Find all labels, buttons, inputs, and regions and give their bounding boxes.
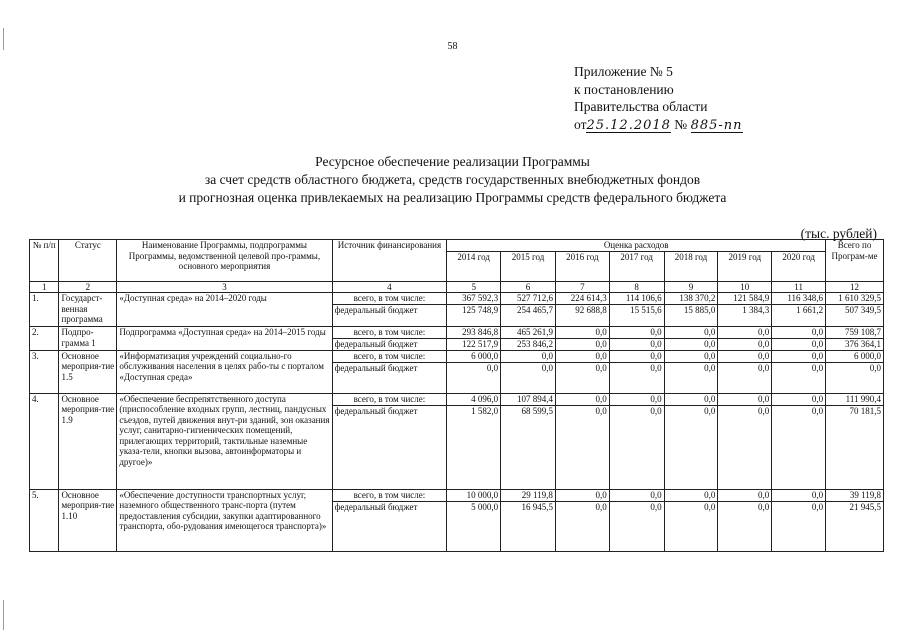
row-value: 92 688,8 <box>555 305 609 327</box>
title-line: и прогнозная оценка привлекаемых на реализацию Программы средств федерального бюджета <box>178 190 727 205</box>
column-index: 9 <box>664 281 718 293</box>
row-name: Подпрограмма «Доступная среда» на 2014–2015 годы <box>117 327 332 351</box>
row-source: федеральный бюджет <box>332 305 447 327</box>
appendix-line: к постановлению <box>574 81 674 97</box>
row-status: Государст-венная программа <box>59 293 117 327</box>
row-total: 376 364,1 <box>826 339 884 351</box>
row-value: 465 261,9 <box>501 327 556 339</box>
document-title <box>0 153 905 207</box>
row-total: 21 945,5 <box>826 501 884 551</box>
row-value: 68 599,5 <box>501 405 556 489</box>
row-value: 0,0 <box>664 327 718 339</box>
column-index: 2 <box>59 281 117 293</box>
row-value: 0,0 <box>664 362 718 393</box>
row-value: 4 096,0 <box>447 393 501 405</box>
table-row <box>30 489 884 501</box>
row-value: 0,0 <box>664 393 718 405</box>
row-value: 0,0 <box>772 339 826 351</box>
row-value: 121 584,9 <box>718 293 772 305</box>
header-year: 2017 год <box>609 251 664 281</box>
row-value: 0,0 <box>555 339 609 351</box>
row-value: 6 000,0 <box>447 350 501 362</box>
row-status: Основное мероприя-тие 1.9 <box>59 393 117 489</box>
row-name: «Доступная среда» на 2014–2020 годы <box>117 293 332 327</box>
row-value: 0,0 <box>664 339 718 351</box>
header-costs: Оценка расходов <box>447 240 826 252</box>
row-value: 0,0 <box>447 362 501 393</box>
row-value: 114 106,6 <box>609 293 664 305</box>
handwritten-date: 25.12.2018 <box>586 117 671 133</box>
scan-edge-mark <box>3 600 4 630</box>
column-index: 5 <box>447 281 501 293</box>
row-num: 2. <box>30 327 59 351</box>
row-value: 0,0 <box>664 405 718 489</box>
row-value: 0,0 <box>664 350 718 362</box>
row-value: 116 348,6 <box>772 293 826 305</box>
row-value: 0,0 <box>555 350 609 362</box>
column-index: 7 <box>555 281 609 293</box>
row-status: Подпро-грамма 1 <box>59 327 117 351</box>
row-value: 527 712,6 <box>501 293 556 305</box>
column-index: 8 <box>609 281 664 293</box>
row-value: 0,0 <box>718 405 772 489</box>
header-source: Источник финансирования <box>332 240 447 282</box>
row-value: 16 945,5 <box>501 501 556 551</box>
row-value: 367 592,3 <box>447 293 501 305</box>
column-index: 11 <box>772 281 826 293</box>
row-value: 254 465,7 <box>501 305 556 327</box>
row-total: 507 349,5 <box>826 305 884 327</box>
column-index: 1 <box>30 281 59 293</box>
row-value: 0,0 <box>718 350 772 362</box>
row-num: 1. <box>30 293 59 327</box>
header-year: 2018 год <box>664 251 718 281</box>
row-value: 0,0 <box>718 327 772 339</box>
row-status: Основное мероприя-тие 1.10 <box>59 489 117 551</box>
row-total: 111 990,4 <box>826 393 884 405</box>
row-source: всего, в том числе: <box>332 293 447 305</box>
row-value: 0,0 <box>664 501 718 551</box>
row-name: «Обеспечение беспрепятственного доступа (приспособление входных групп, лестниц, пандусных съездов, путей движения внут-ри зданий, зон оказания услуг, санитарно-гигиенических помещений, прилегающих территорий, тактильные наземные указа-тели, кнопки вызова, автоинформаторы и другое)» <box>117 393 332 489</box>
row-value: 293 846,8 <box>447 327 501 339</box>
row-total: 70 181,5 <box>826 405 884 489</box>
row-total: 39 119,8 <box>826 489 884 501</box>
row-value: 0,0 <box>718 489 772 501</box>
row-value: 0,0 <box>609 362 664 393</box>
row-value: 0,0 <box>555 501 609 551</box>
row-value: 15 515,6 <box>609 305 664 327</box>
handwritten-number: 885-пп <box>690 117 743 133</box>
table-body <box>30 293 884 552</box>
row-value: 0,0 <box>772 501 826 551</box>
header-year: 2014 год <box>447 251 501 281</box>
column-index: 10 <box>718 281 772 293</box>
header-year: 2016 год <box>555 251 609 281</box>
row-value: 0,0 <box>555 327 609 339</box>
resource-table <box>29 239 884 552</box>
row-source: всего, в том числе: <box>332 489 447 501</box>
row-source: федеральный бюджет <box>332 501 447 551</box>
row-value: 0,0 <box>555 405 609 489</box>
row-value: 0,0 <box>555 393 609 405</box>
row-value: 1 661,2 <box>772 305 826 327</box>
appendix-line: Правительства области <box>574 99 708 114</box>
appendix-date-line <box>574 116 743 134</box>
row-value: 0,0 <box>718 339 772 351</box>
row-total: 0,0 <box>826 362 884 393</box>
row-source: федеральный бюджет <box>332 339 447 351</box>
column-index: 3 <box>117 281 332 293</box>
number-prefix: № <box>674 116 688 132</box>
table-header-row <box>30 240 884 252</box>
row-value: 0,0 <box>609 501 664 551</box>
row-source: всего, в том числе: <box>332 393 447 405</box>
header-total: Всего по Програм-ме <box>826 240 884 282</box>
row-value: 0,0 <box>609 393 664 405</box>
row-value: 0,0 <box>718 501 772 551</box>
row-value: 253 846,2 <box>501 339 556 351</box>
row-value: 0,0 <box>772 362 826 393</box>
appendix-title: Приложение № 5 <box>574 64 673 79</box>
row-value: 0,0 <box>772 350 826 362</box>
page-number: 58 <box>447 41 458 52</box>
column-index: 4 <box>332 281 447 293</box>
table-row <box>30 327 884 339</box>
column-index: 12 <box>826 281 884 293</box>
row-value: 125 748,9 <box>447 305 501 327</box>
row-value: 0,0 <box>718 393 772 405</box>
row-value: 15 885,0 <box>664 305 718 327</box>
header-year: 2019 год <box>718 251 772 281</box>
table-row <box>30 293 884 305</box>
row-value: 138 370,2 <box>664 293 718 305</box>
row-value: 0,0 <box>772 393 826 405</box>
row-source: федеральный бюджет <box>332 405 447 489</box>
row-value: 0,0 <box>772 327 826 339</box>
column-index: 6 <box>501 281 556 293</box>
row-source: всего, в том числе: <box>332 350 447 362</box>
units-label: (тыс. рублей) <box>800 226 877 241</box>
row-value: 1 384,3 <box>718 305 772 327</box>
row-value: 0,0 <box>664 489 718 501</box>
row-value: 0,0 <box>609 339 664 351</box>
row-num: 4. <box>30 393 59 489</box>
header-name: Наименование Программы, подпрограммы Программы, ведомственной целевой про-граммы, основного мероприятия <box>117 240 332 282</box>
column-index-row <box>30 281 884 293</box>
row-value: 0,0 <box>609 489 664 501</box>
header-num: № п/п <box>30 240 59 282</box>
row-source: всего, в том числе: <box>332 327 447 339</box>
appendix-block <box>574 63 743 133</box>
row-value: 0,0 <box>772 489 826 501</box>
row-value: 0,0 <box>501 362 556 393</box>
row-name: «Информатизация учреждений социально-го обслуживания населения в целях рабо-ты с порталом «Доступная среда» <box>117 350 332 393</box>
row-value: 0,0 <box>609 350 664 362</box>
row-value: 5 000,0 <box>447 501 501 551</box>
row-total: 6 000,0 <box>826 350 884 362</box>
row-name: «Обеспечение доступности транспортных услуг, наземного общественного транс-порта (путем предоставления субсидии, закупки адаптированного транспорта, обо-рудования имеющегося транспорта)» <box>117 489 332 551</box>
row-value: 0,0 <box>718 362 772 393</box>
row-value: 107 894,4 <box>501 393 556 405</box>
row-value: 0,0 <box>555 362 609 393</box>
row-value: 0,0 <box>501 350 556 362</box>
row-value: 122 517,9 <box>447 339 501 351</box>
row-total: 759 108,7 <box>826 327 884 339</box>
row-status: Основное мероприя-тие 1.5 <box>59 350 117 393</box>
title-line: за счет средств областного бюджета, средств государственных внебюджетных фондов <box>204 172 701 187</box>
title-line: Ресурсное обеспечение реализации Программы <box>315 154 590 169</box>
row-value: 1 582,0 <box>447 405 501 489</box>
row-value: 29 119,8 <box>501 489 556 501</box>
table-row <box>30 393 884 405</box>
row-source: федеральный бюджет <box>332 362 447 393</box>
row-value: 0,0 <box>609 405 664 489</box>
row-value: 10 000,0 <box>447 489 501 501</box>
row-num: 5. <box>30 489 59 551</box>
header-year: 2015 год <box>501 251 556 281</box>
row-total: 1 610 329,5 <box>826 293 884 305</box>
row-value: 0,0 <box>555 489 609 501</box>
header-status: Статус <box>59 240 117 282</box>
row-value: 0,0 <box>772 405 826 489</box>
table-row <box>30 350 884 362</box>
date-prefix: от <box>574 116 587 132</box>
row-num: 3. <box>30 350 59 393</box>
row-value: 0,0 <box>609 327 664 339</box>
row-value: 224 614,3 <box>555 293 609 305</box>
header-year: 2020 год <box>772 251 826 281</box>
